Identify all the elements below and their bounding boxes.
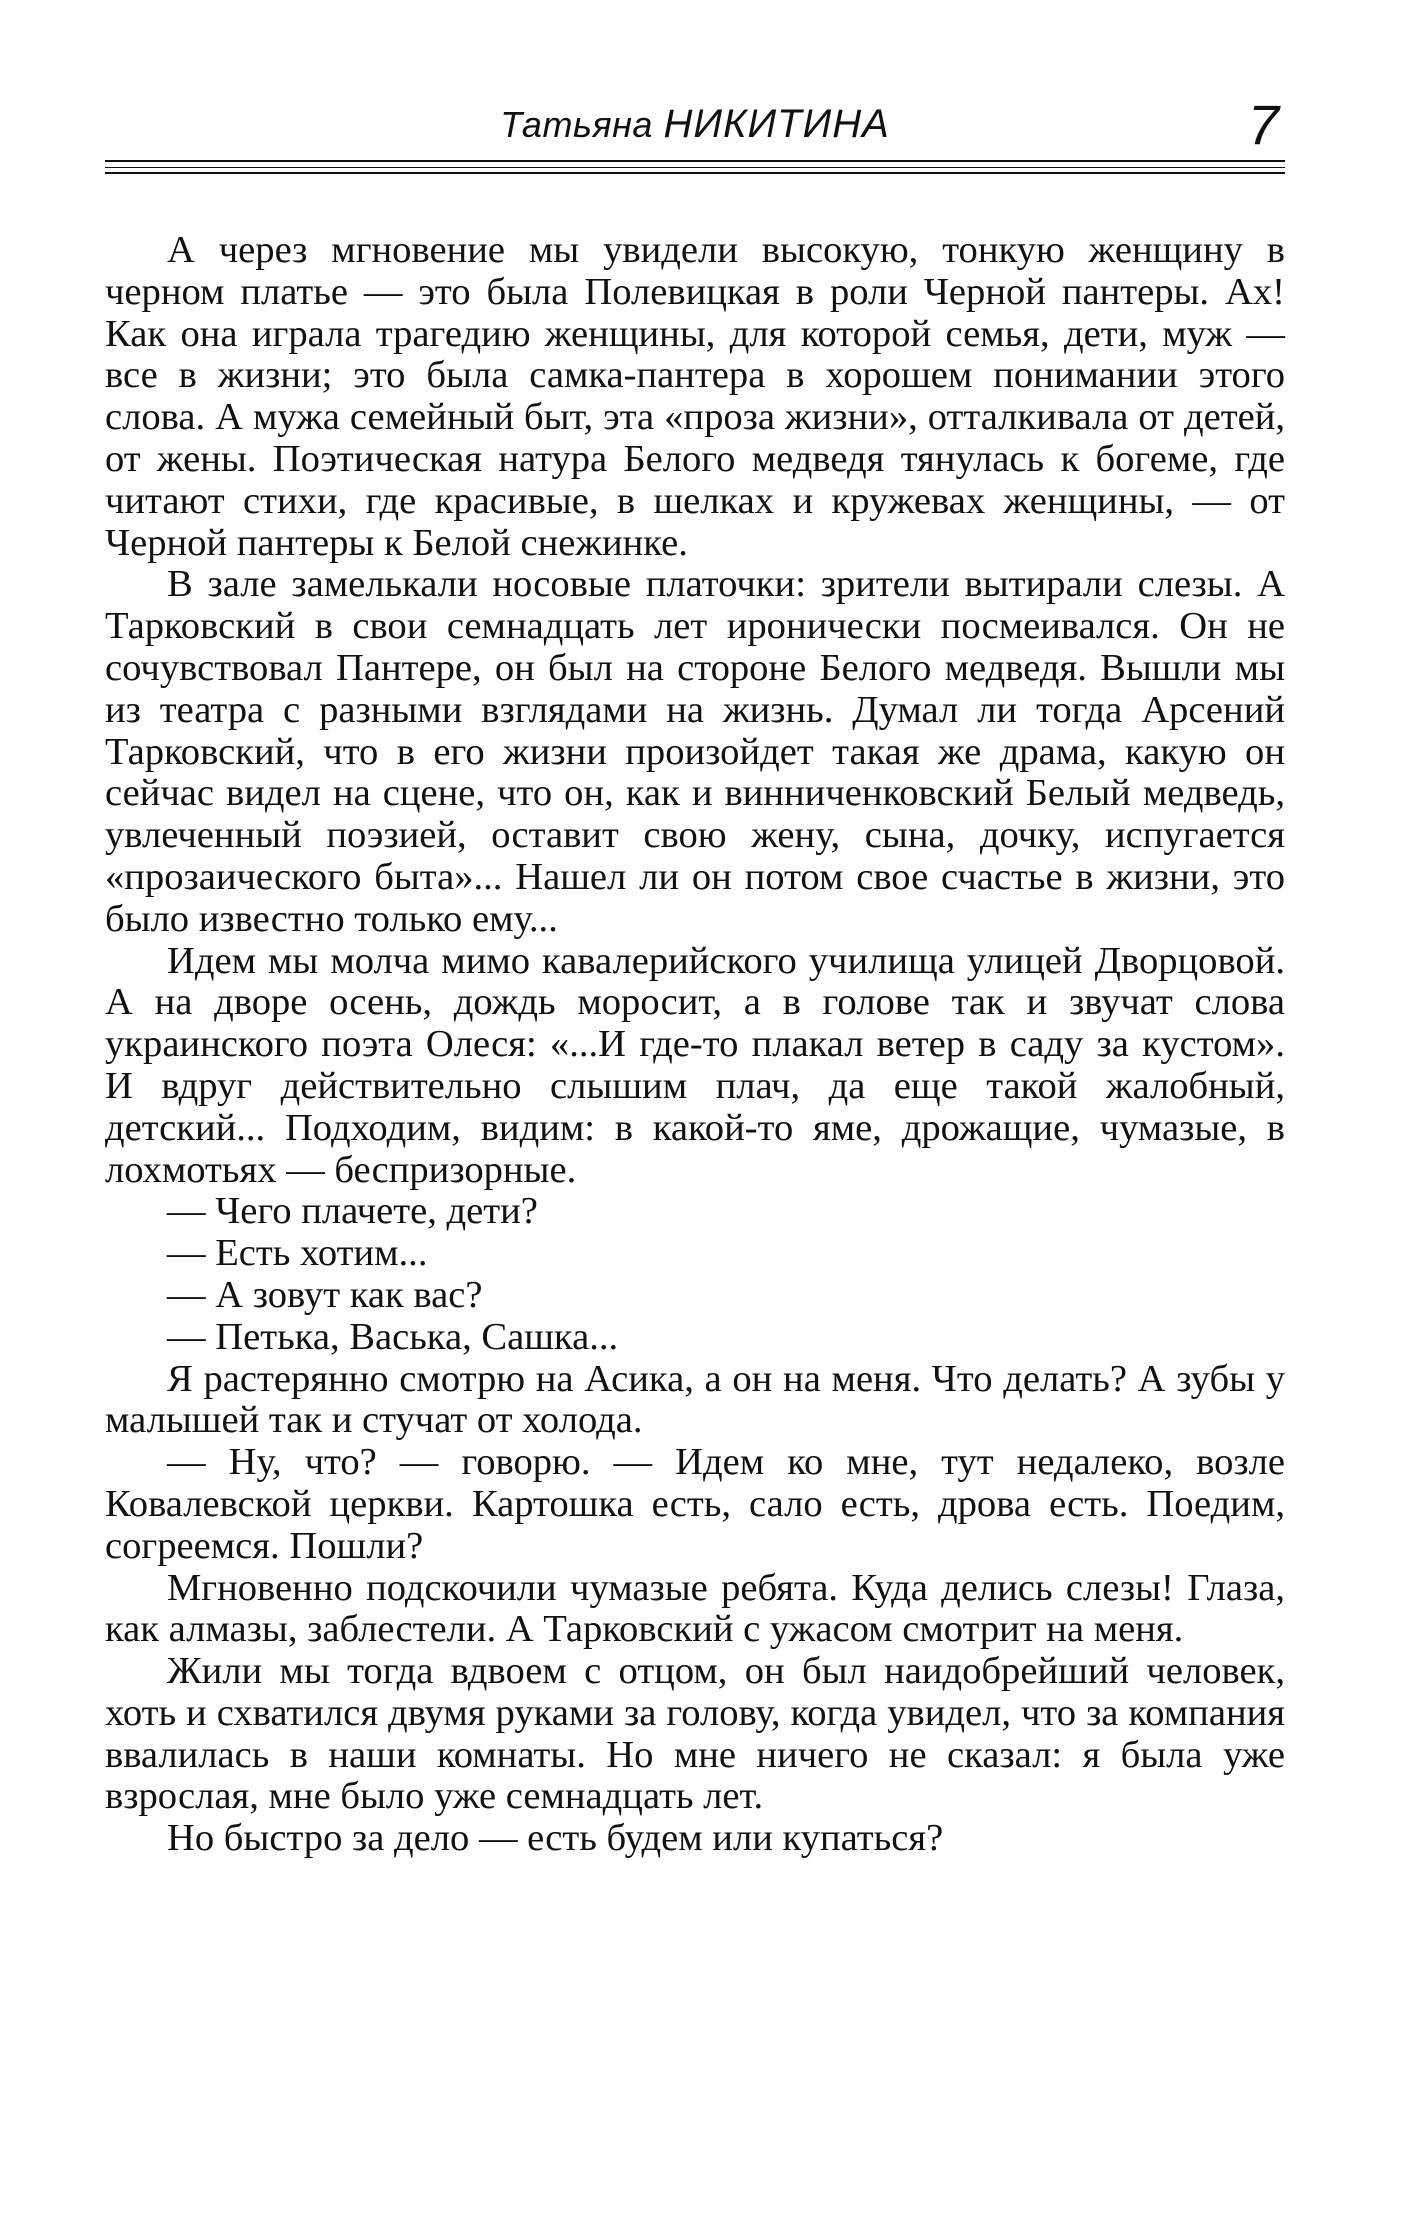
paragraph: Идем мы молча мимо кавалерийского училища улицей Дворцовой. А на дворе осень, дождь моросит, а в голове так и звучат слова украинского поэта Олеся: «...И где-то плакал ветер в саду за кустом». И вдруг действительно слышим плач, да еще такой жалобный, детский... Подходим, видим: в какой-то яме, дрожащие, чумазые, в лохмотьях — беспризорные. (105, 939, 1285, 1191)
header-rule-bottom (105, 172, 1285, 174)
dialogue-line: — Чего плачете, дети? (167, 1190, 538, 1233)
page-number: 7 (1247, 93, 1279, 156)
author-first-name: Татьяна (500, 104, 653, 145)
book-page (105, 93, 1285, 1860)
paragraph: В зале замелькали носовые платочки: зрители вытирали слезы. А Тарковский в свои семнадцать лет иронически посмеивался. Он не сочувствовал Пантере, он был на стороне Белого медведя. Вышли мы из театра с разными взглядами на жизнь. Думал ли тогда Арсений Тарковский, что в его жизни произойдет такая же драма, какую он сейчас видел на сцене, что он, как и винниченковский Белый медведь, увлеченный поэзией, оставит свою жену, сына, дочку, испугается «прозаического быта»... Нашел ли он потом свое счастье в жизни, это было известно только ему... (105, 563, 1285, 940)
running-head (105, 102, 1285, 147)
dialogue-line: — Есть хотим... (167, 1232, 428, 1275)
paragraph: Жили мы тогда вдвоем с отцом, он был наидобрейший человек, хоть и схватился двумя руками за голову, когда увидел, что за компания ввалилась в наши комнаты. Но мне ничего не сказал: я была уже взрослая, мне было уже семнадцать лет. (105, 1650, 1285, 1818)
paragraph: А через мгновение мы увидели высокую, тонкую женщину в черном платье — это была Полевицкая в роли Черной пантеры. Ах! Как она играла трагедию женщины, для которой семья, дети, муж — все в жизни; это была самка-пантера в хорошем понимании этого слова. А мужа семейный быт, эта «проза жизни», отталкивала от детей, от жены. Поэтическая натура Белого медведя тянулась к богеме, где читают стихи, где красивые, в шелках и кружевах женщины, — от Черной пантеры к Белой снежинке. (105, 229, 1285, 564)
dialogue-line: — Ну, что? — говорю. — Идем ко мне, тут недалеко, возле Ковалевской церкви. Картошка есть, сало есть, дрова есть. Поедим, согреемся. Пошли? (105, 1441, 1285, 1567)
paragraph: Мгновенно подскочили чумазые ребята. Куда делись слезы! Глаза, как алмазы, заблестели. А Тарковский с ужасом смотрит на меня. (105, 1566, 1285, 1651)
dialogue-line: — А зовут как вас? (167, 1273, 483, 1316)
header-rule-middle (105, 167, 1285, 168)
paragraph: Но быстро за дело — есть будем или купаться? (167, 1817, 944, 1860)
body-text (105, 230, 1285, 1860)
paragraph: Я растерянно смотрю на Асика, а он на меня. Что делать? А зубы у малышей так и стучат от холода. (105, 1357, 1285, 1442)
dialogue-line: — Петька, Васька, Сашка... (167, 1315, 619, 1358)
page-header (105, 93, 1285, 158)
header-rule-top (105, 160, 1285, 162)
author-surname: НИКИТИНА (663, 102, 890, 146)
